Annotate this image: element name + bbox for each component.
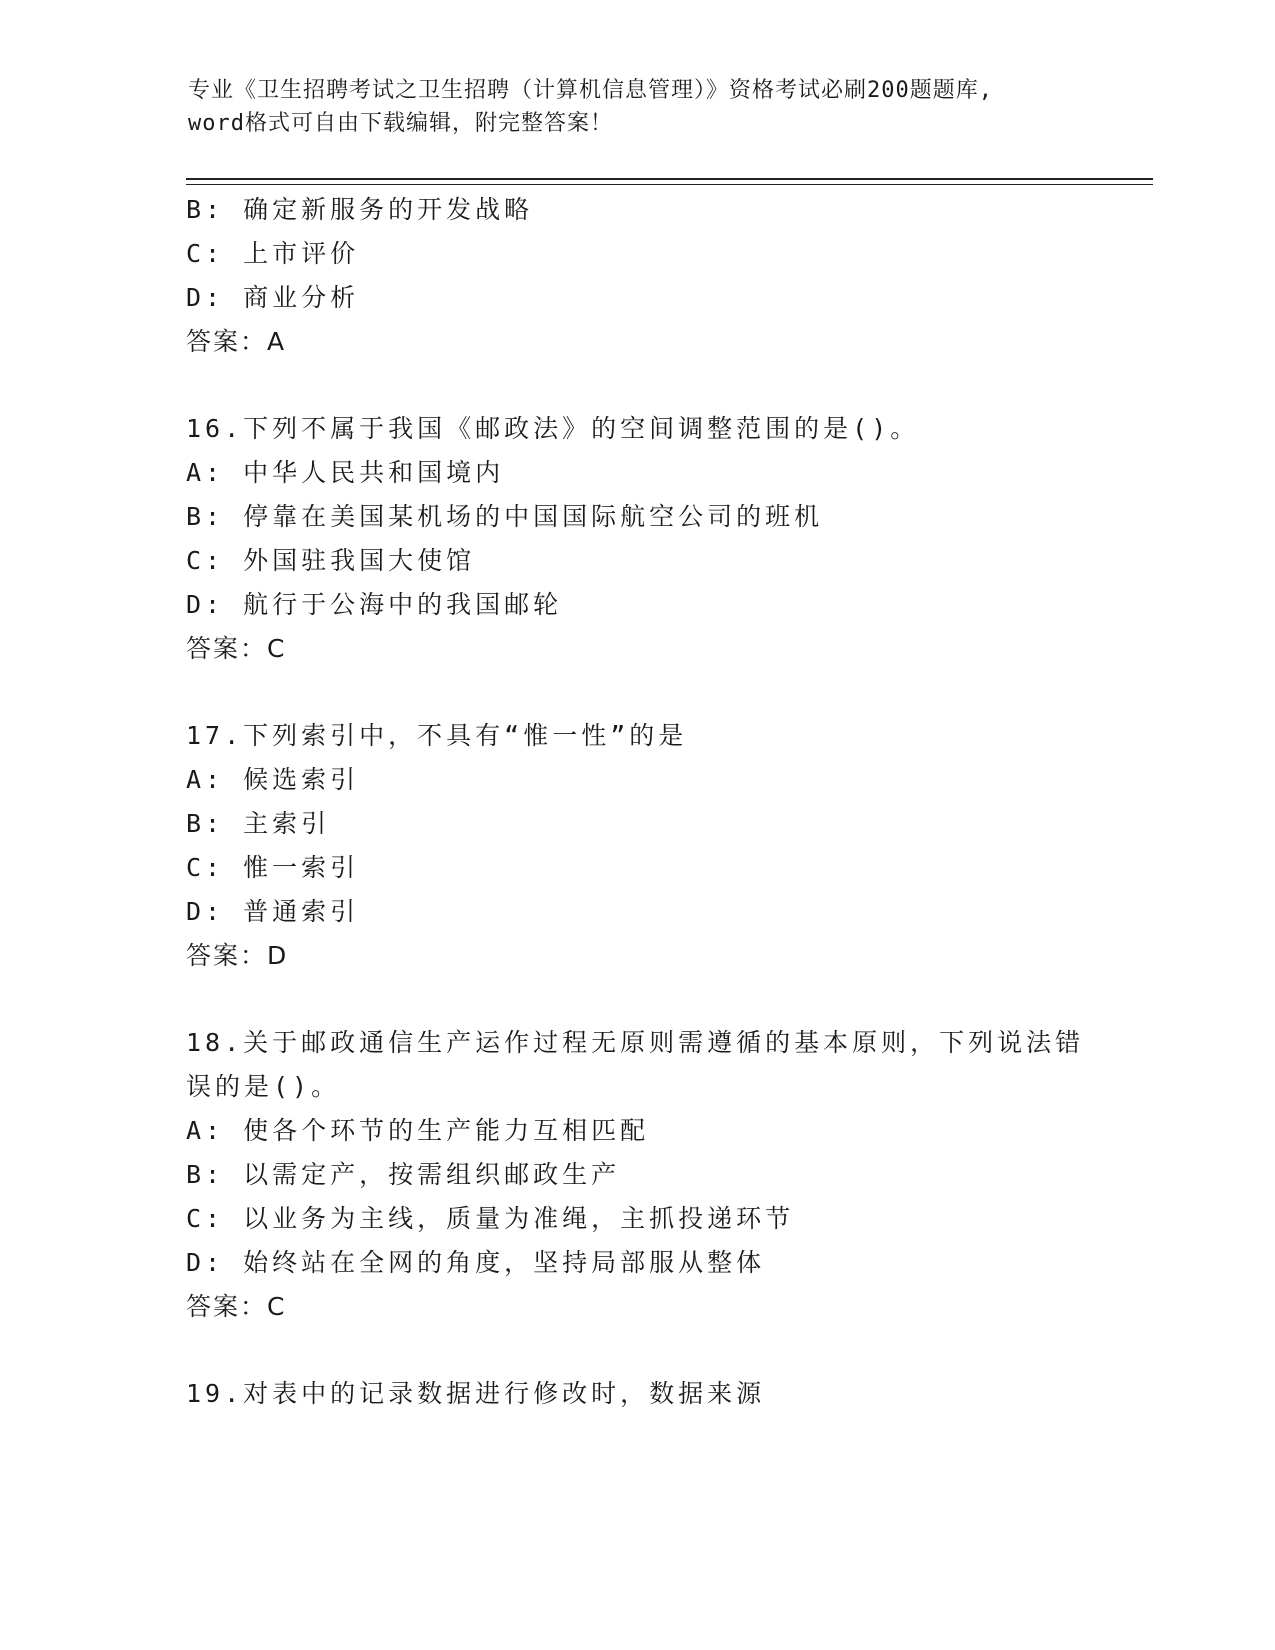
q16-question: 16.下列不属于我国《邮政法》的空间调整范围的是()。 (186, 414, 920, 443)
q17-option-a: A: 候选索引 (186, 765, 360, 794)
q17-option-c: C: 惟一索引 (186, 853, 360, 882)
q15-option-d: D: 商业分析 (186, 283, 360, 312)
q18-option-c: C: 以业务为主线，质量为准绳，主抓投递环节 (186, 1204, 795, 1233)
q18-option-a: A: 使各个环节的生产能力互相匹配 (186, 1116, 650, 1145)
q18-answer: 答案：C (186, 1292, 287, 1321)
q16-option-d: D: 航行于公海中的我国邮轮 (186, 590, 563, 619)
q16-option-a: A: 中华人民共和国境内 (186, 458, 505, 487)
q15-option-c: C: 上市评价 (186, 239, 360, 268)
q16-option-b: B: 停靠在美国某机场的中国国际航空公司的班机 (186, 502, 824, 531)
q18-question-line2: 误的是()。 (186, 1072, 341, 1101)
q17-answer: 答案：D (186, 941, 289, 970)
q19-question: 19.对表中的记录数据进行修改时，数据来源 (186, 1379, 766, 1408)
header-divider-thick (186, 178, 1153, 180)
q18-option-b: B: 以需定产，按需组织邮政生产 (186, 1160, 621, 1189)
q17-question: 17.下列索引中，不具有“惟一性”的是 (186, 721, 688, 750)
header-divider-thin (186, 184, 1153, 185)
q16-answer: 答案：C (186, 634, 287, 663)
q15-answer: 答案：A (186, 327, 287, 356)
q17-option-d: D: 普通索引 (186, 897, 360, 926)
document-header (188, 74, 1088, 140)
header-title-line2: word格式可自由下载编辑，附完整答案！ (188, 111, 613, 136)
q18-question-line1: 18.关于邮政通信生产运作过程无原则需遵循的基本原则，下列说法错 (186, 1028, 1085, 1057)
q15-option-b: B: 确定新服务的开发战略 (186, 195, 534, 224)
q16-option-c: C: 外国驻我国大使馆 (186, 546, 476, 575)
q18-option-d: D: 始终站在全网的角度，坚持局部服从整体 (186, 1248, 766, 1277)
q17-option-b: B: 主索引 (186, 809, 331, 838)
header-title-line1: 专业《卫生招聘考试之卫生招聘（计算机信息管理）》资格考试必刷200题题库, (188, 78, 993, 103)
